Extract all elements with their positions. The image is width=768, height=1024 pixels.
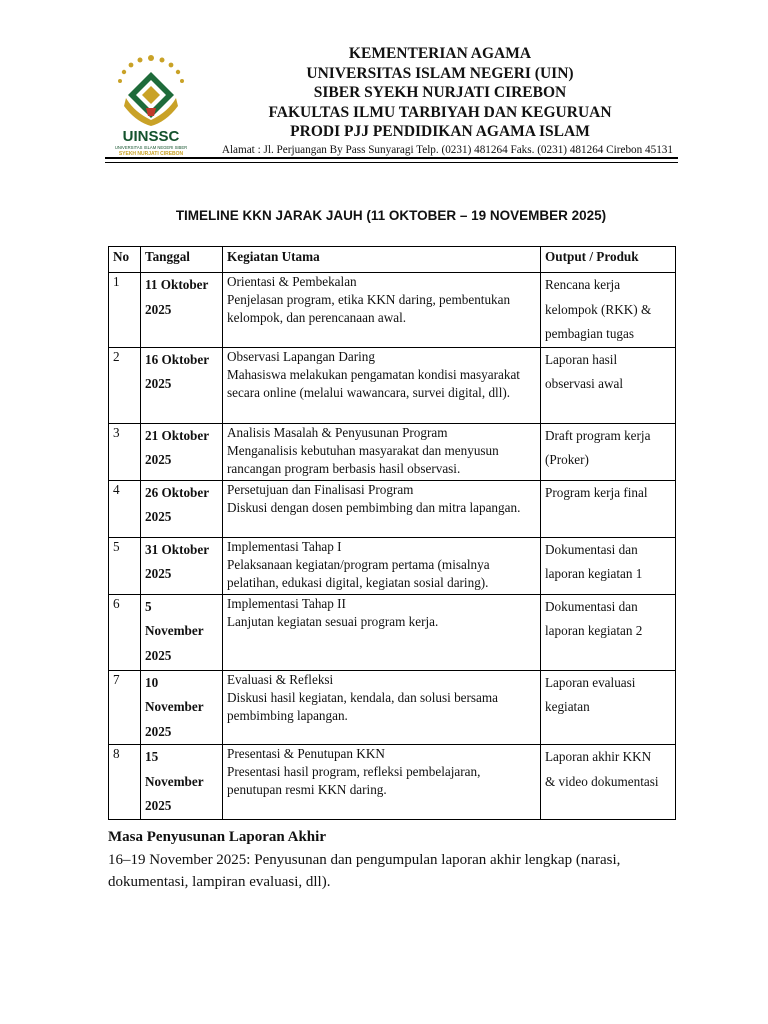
letterhead-rule-thick — [105, 157, 678, 159]
activity-title: Implementasi Tahap I — [227, 538, 342, 554]
row-date-line: 15 — [145, 749, 159, 764]
row-output-line: kelompok (RKK) & — [545, 301, 652, 317]
row-date — [141, 273, 223, 348]
row-date-line: 21 Oktober — [145, 427, 210, 443]
row-date — [141, 537, 223, 594]
row-date — [141, 670, 223, 745]
row-date — [141, 480, 223, 537]
row-number: 1 — [109, 273, 141, 348]
row-output — [541, 480, 676, 537]
row-output — [541, 594, 676, 670]
row-output-line: Laporan evaluasi — [545, 674, 636, 690]
row-output — [541, 537, 676, 594]
row-date-line: 2025 — [145, 566, 172, 581]
header-line: SIBER SYEKH NURJATI CIREBON — [313, 84, 567, 101]
row-date-line: 5 — [145, 598, 152, 614]
row-date-line: 2025 — [145, 647, 172, 663]
row-output-line: laporan kegiatan 1 — [545, 566, 643, 581]
header-line: PRODI PJJ PENDIDIKAN AGAMA ISLAM — [290, 123, 590, 140]
column-header-no: No — [109, 247, 141, 273]
activity-title: Analisis Masalah & Penyusunan Program — [227, 424, 448, 440]
row-date-line: 16 Oktober — [145, 351, 210, 367]
row-activity — [223, 594, 541, 670]
table-row — [109, 347, 676, 423]
final-section-heading: Masa Penyusunan Laporan Akhir — [108, 829, 326, 845]
column-header-output: Output / Produk — [541, 247, 676, 273]
row-number: 4 — [109, 480, 141, 537]
row-activity — [223, 347, 541, 423]
row-number: 5 — [109, 537, 141, 594]
activity-description: Diskusi dengan dosen pembimbing dan mitra lapangan. — [227, 499, 521, 515]
row-activity — [223, 273, 541, 348]
table-row — [109, 273, 676, 348]
row-activity — [223, 670, 541, 745]
activity-title: Presentasi & Penutupan KKN — [227, 746, 385, 761]
timeline-table — [108, 246, 676, 820]
emblem-icon — [124, 72, 178, 126]
activity-description: Lanjutan kegiatan sesuai program kerja. — [227, 613, 439, 629]
row-output-line: observasi awal — [545, 376, 623, 391]
final-section-text: 16–19 November 2025: Penyusunan dan pengumpulan laporan akhir lengkap (narasi, dokumentasi, lampiran evaluasi, dll). — [108, 852, 621, 890]
row-output-line: & video dokumentasi — [545, 773, 659, 789]
row-date-line: 11 Oktober — [145, 277, 209, 292]
activity-description: Mahasiswa melakukan pengamatan kondisi masyarakat secara online (melalui wawancara, survei digital, dll). — [227, 366, 520, 400]
row-date-line: 2025 — [145, 452, 172, 467]
document-title: TIMELINE KKN JARAK JAUH (11 OKTOBER – 19 NOVEMBER 2025) — [175, 208, 607, 223]
row-output-line: Dokumentasi dan — [545, 598, 638, 614]
row-number: 8 — [109, 745, 141, 820]
row-output — [541, 273, 676, 348]
activity-description: Penjelasan program, etika KKN daring, pembentukan kelompok, dan perencanaan awal. — [227, 292, 511, 325]
row-activity — [223, 745, 541, 820]
row-date — [141, 745, 223, 820]
row-date-line: November — [145, 773, 204, 789]
row-output — [541, 347, 676, 423]
row-date-line: November — [145, 623, 204, 638]
row-output-line: Laporan akhir KKN — [545, 749, 652, 764]
row-date-line: 31 Oktober — [145, 541, 210, 557]
row-output — [541, 745, 676, 820]
logo-sub2: SYEKH NURJATI CIREBON — [118, 151, 184, 157]
row-activity — [223, 537, 541, 594]
table-row — [109, 745, 676, 820]
table-row — [109, 480, 676, 537]
activity-title: Persetujuan dan Finalisasi Program — [227, 481, 414, 497]
activity-title: Observasi Lapangan Daring — [227, 348, 375, 364]
table-row — [109, 670, 676, 745]
header-line: FAKULTAS ILMU TARBIYAH DAN KEGURUAN — [268, 103, 612, 121]
activity-title: Orientasi & Pembekalan — [227, 274, 357, 289]
row-date — [141, 347, 223, 423]
row-date-line: 2025 — [145, 301, 172, 317]
row-number: 7 — [109, 670, 141, 745]
row-date-line: 2025 — [145, 798, 172, 813]
table-row — [109, 537, 676, 594]
row-output — [541, 670, 676, 745]
row-output-line: Laporan hasil — [545, 351, 618, 367]
row-output-line: Program kerja final — [545, 484, 648, 500]
row-number: 3 — [109, 423, 141, 480]
logo-sub1: UNIVERSITAS ISLAM NEGERI SIBER — [114, 145, 188, 150]
row-output-line: pembagian tugas — [545, 326, 634, 341]
row-output-line: kegiatan — [545, 699, 590, 714]
row-activity — [223, 480, 541, 537]
row-date — [141, 594, 223, 670]
uinssc-logo — [96, 50, 206, 160]
row-output — [541, 423, 676, 480]
row-date-line: November — [145, 699, 204, 714]
row-date — [141, 423, 223, 480]
row-output-line: (Proker) — [545, 452, 589, 467]
table-row — [109, 594, 676, 670]
row-output-line: Dokumentasi dan — [545, 541, 638, 557]
row-date-line: 2025 — [145, 509, 172, 524]
column-header-date: Tanggal — [141, 247, 223, 273]
logo-name: UINSSC — [122, 128, 180, 145]
header-line: UNIVERSITAS ISLAM NEGERI (UIN) — [306, 64, 574, 82]
activity-description: Diskusi hasil kegiatan, kendala, dan solusi bersama pembimbing lapangan. — [227, 689, 499, 723]
row-number: 6 — [109, 594, 141, 670]
row-output-line: Draft program kerja — [545, 427, 651, 443]
table-header-row — [109, 247, 676, 273]
activity-description: Pelaksanaan kegiatan/program pertama (misalnya pelatihan, edukasi digital, kegiatan sosial daring). — [227, 556, 490, 590]
row-date-line: 2025 — [145, 723, 172, 739]
row-activity — [223, 423, 541, 480]
row-number: 2 — [109, 347, 141, 423]
address-line: Alamat : Jl. Perjuangan By Pass Sunyaragi Telp. (0231) 481264 Faks. (0231) 481264 Cirebon 45131 — [221, 143, 673, 156]
activity-description: Presentasi hasil program, refleksi pembelajaran, penutupan resmi KKN daring. — [227, 764, 481, 797]
row-date-line: 10 — [145, 674, 159, 690]
row-date-line: 26 Oktober — [145, 484, 210, 500]
letterhead — [207, 44, 673, 157]
row-date-line: 2025 — [145, 376, 172, 391]
activity-title: Implementasi Tahap II — [227, 595, 346, 611]
column-header-activity: Kegiatan Utama — [223, 247, 541, 273]
row-output-line: Rencana kerja — [545, 277, 621, 292]
table-row — [109, 423, 676, 480]
row-output-line: laporan kegiatan 2 — [545, 623, 643, 638]
letterhead-rule-thin — [105, 162, 678, 163]
activity-title: Evaluasi & Refleksi — [227, 671, 334, 687]
activity-description: Menganalisis kebutuhan masyarakat dan menyusun rancangan program berbasis hasil observasi. — [227, 442, 499, 476]
header-line: KEMENTERIAN AGAMA — [348, 45, 532, 62]
